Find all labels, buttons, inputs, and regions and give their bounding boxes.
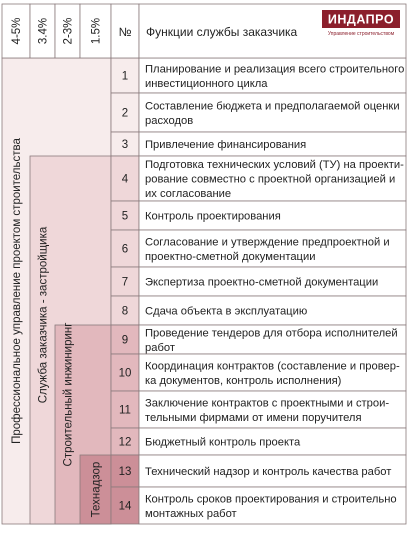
logo-tagline: Управление строительством — [327, 31, 395, 37]
row-function-text: их согласование — [145, 188, 232, 200]
header-pct-3: 2-3% — [62, 17, 75, 45]
header-number-label: № — [118, 25, 132, 39]
row-number: 6 — [121, 243, 129, 256]
row-number: 4 — [121, 173, 129, 186]
group-label-1: Профессиональное управление проектом строительства — [11, 138, 23, 444]
row-function-text: Заключение контрактов с проектными и строи- — [145, 397, 390, 410]
row-number: 12 — [118, 436, 132, 449]
row-function-text: рование совместно с проектной организацией и — [145, 173, 396, 186]
row-number: 14 — [118, 500, 132, 513]
row-function-text: Бюджетный контроль проекта — [145, 436, 301, 449]
row-number: 2 — [121, 107, 129, 120]
group-label-3: Строительный инжиниринг — [62, 322, 75, 467]
row-function-text: Сдача объекта в эксплуатацию — [145, 305, 308, 318]
row-function-text: ка документов, контроль исполнения) — [145, 374, 342, 387]
row-number: 10 — [118, 367, 132, 380]
row-function-text: Контроль проектирования — [145, 210, 281, 223]
row-function-text: работ — [145, 341, 175, 354]
row-number: 1 — [121, 70, 129, 83]
row-function-text: Подготовка технических условий (ТУ) на проекти- — [145, 159, 404, 171]
logo-name: ИНДАПРО — [327, 12, 395, 27]
header-title: Функции службы заказчика — [146, 25, 298, 39]
row-function-text: Экспертиза проектно-сметной документации — [145, 276, 379, 289]
row-function-text: тельными фирмами от имени поручителя — [145, 411, 362, 424]
row-function-text: проектно-сметной документации — [145, 250, 316, 263]
row-function-text: монтажных работ — [145, 507, 237, 520]
row-function-text: расходов — [145, 114, 194, 127]
row-function-text: Привлечение финансирования — [145, 139, 307, 151]
row-function-text: Составление бюджета и предполагаемой оценки — [145, 100, 400, 113]
row-number: 3 — [121, 139, 129, 151]
row-number: 7 — [121, 276, 129, 289]
row-number: 13 — [118, 466, 132, 478]
indapro-logo — [322, 10, 400, 37]
group-label-4: Технадзор — [90, 461, 103, 518]
row-function-text: Проведение тендеров для отбора исполнителей — [145, 327, 398, 340]
group-label-2: Служба заказчика - застройщика — [37, 226, 50, 404]
row-function-text: Согласование и утверждение предпроектной и — [145, 236, 390, 249]
row-function-text: Координация контрактов (составление и провер- — [145, 360, 400, 373]
row-function-text: Контроль сроков проектирования и строительно — [145, 493, 397, 506]
header-pct-4: 1.5% — [90, 17, 103, 45]
row-number: 9 — [121, 334, 129, 347]
row-function-text: Планирование и реализация всего строительного — [145, 63, 405, 76]
row-number: 11 — [119, 404, 131, 417]
header-pct-2: 3.4% — [37, 17, 50, 45]
header-pct-1: 4-5% — [11, 17, 23, 45]
row-number: 5 — [121, 210, 129, 223]
row-function-text: инвестиционного цикла — [145, 77, 268, 90]
row-function-text: Технический надзор и контроль качества работ — [145, 466, 392, 478]
row-number: 8 — [121, 305, 129, 318]
